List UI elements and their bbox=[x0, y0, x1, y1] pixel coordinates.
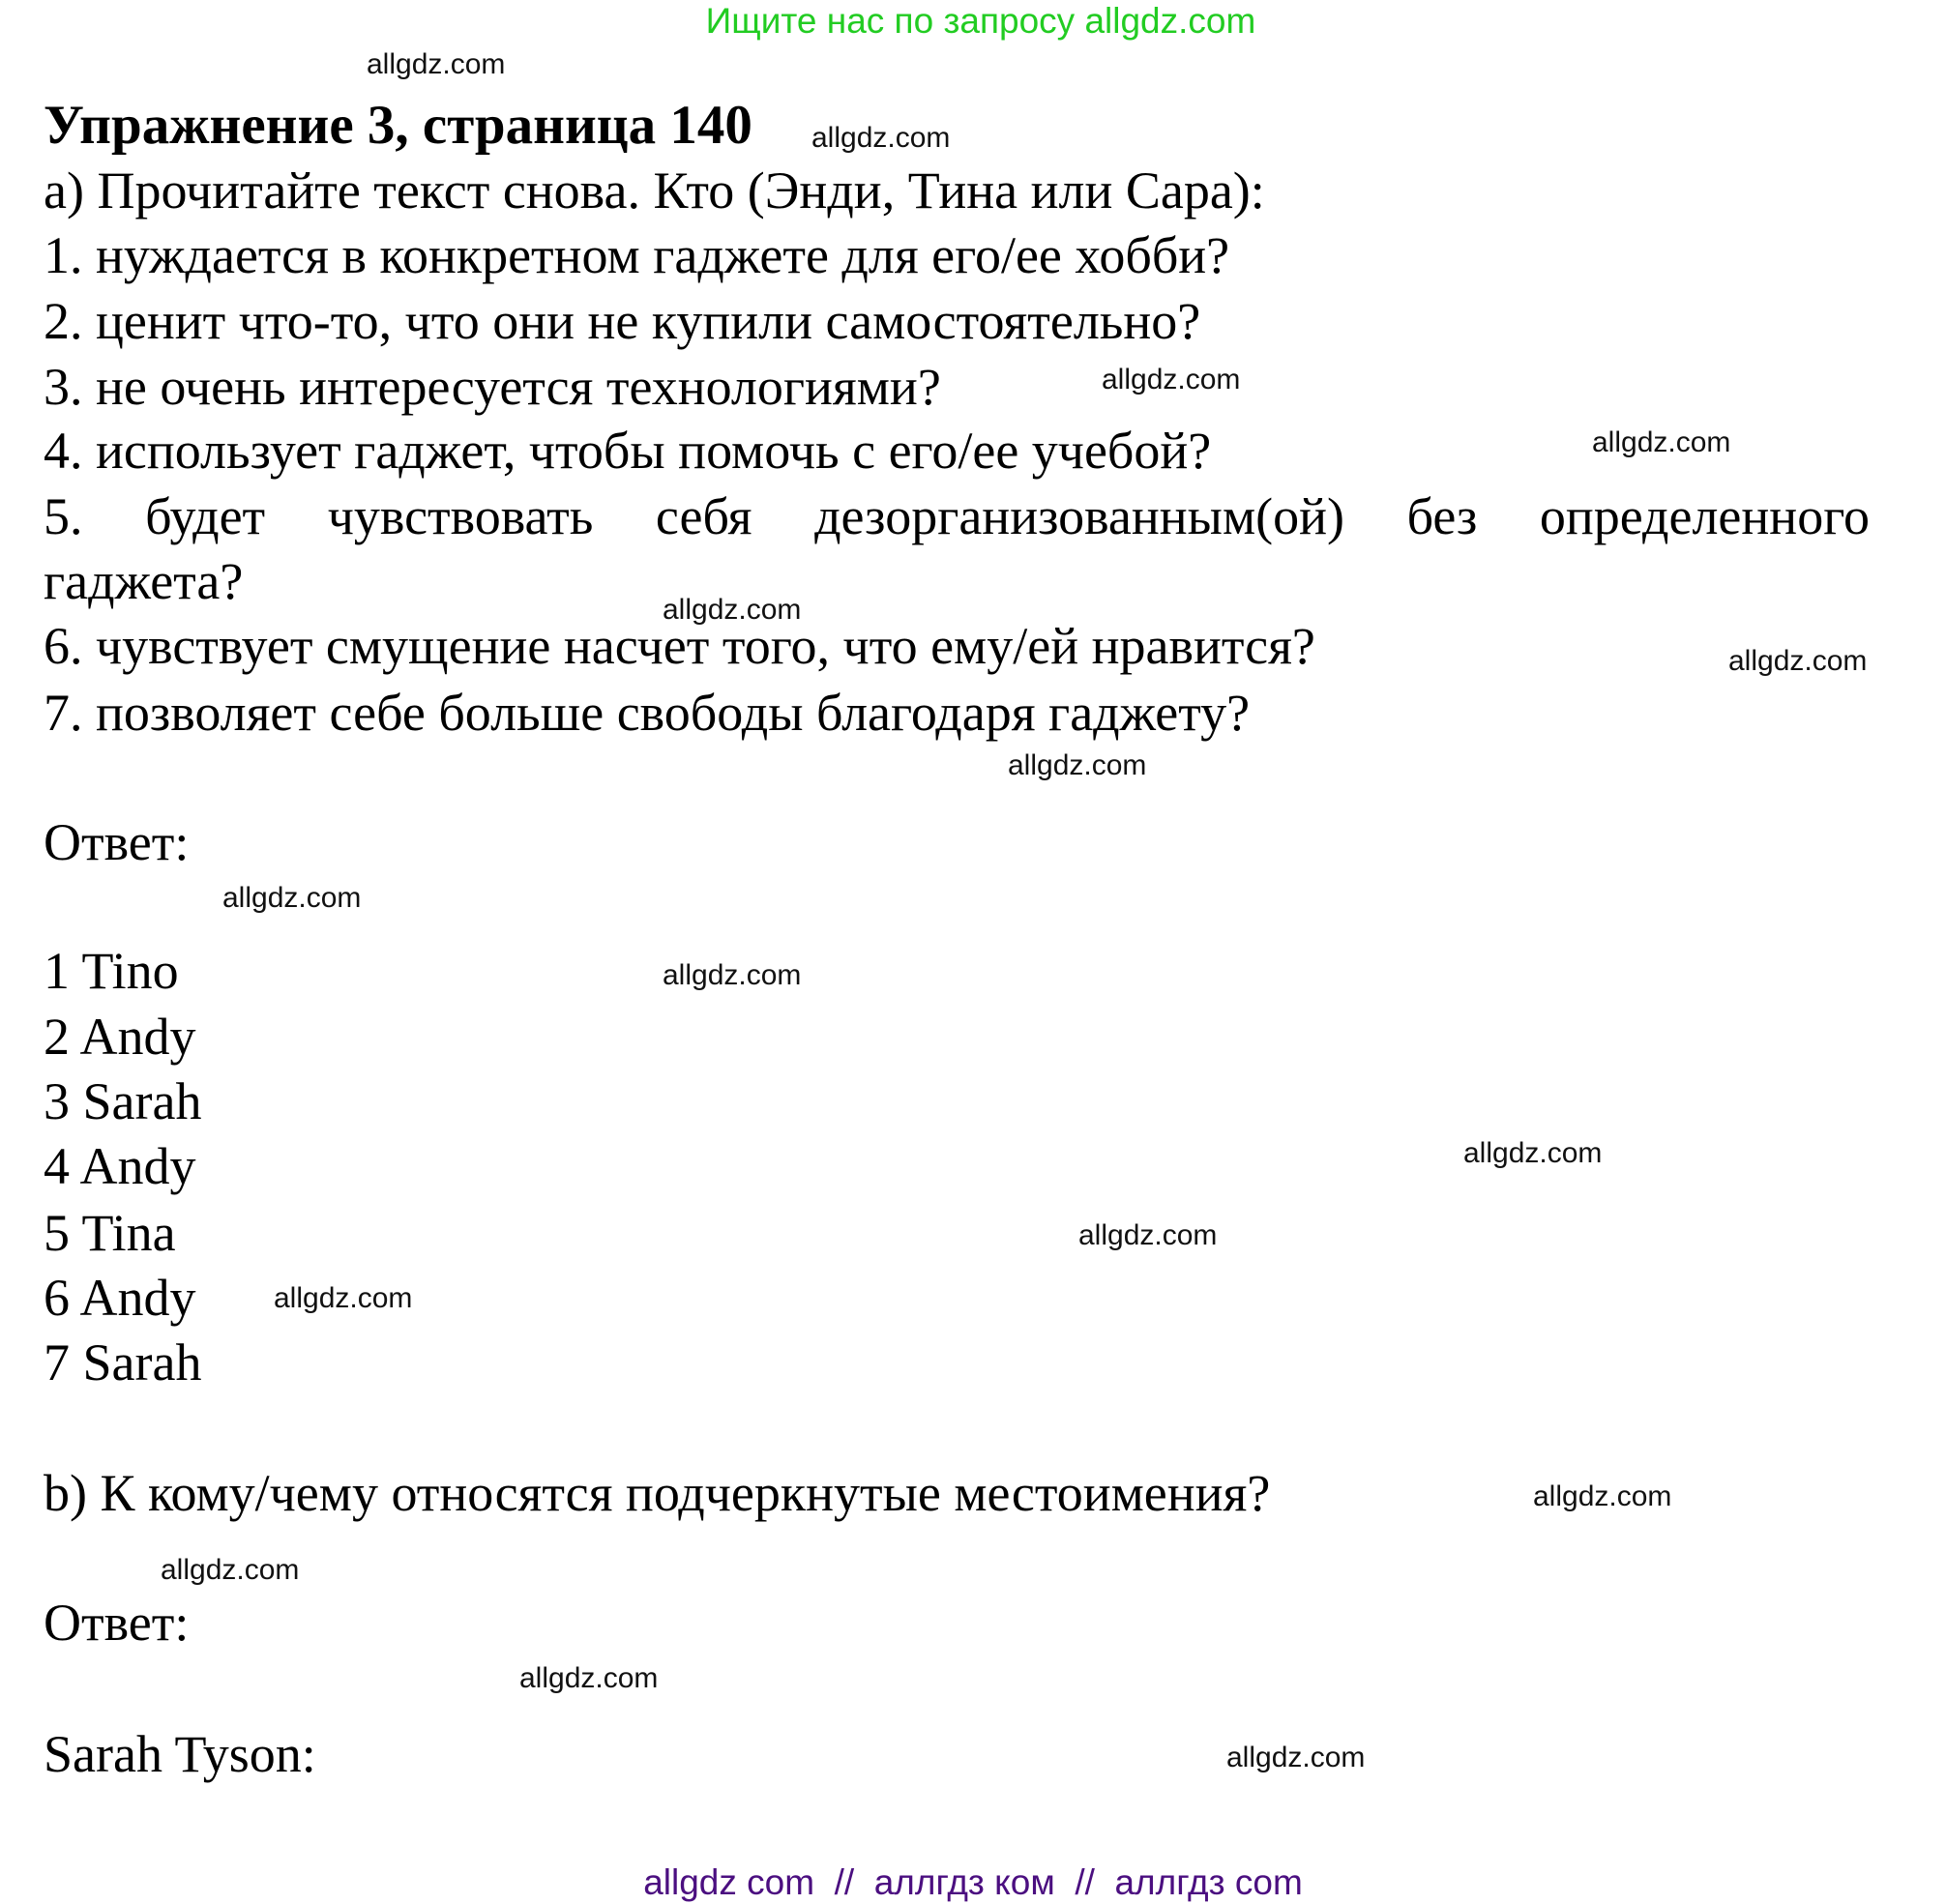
answer-label-a: Ответ: bbox=[44, 813, 190, 871]
search-banner: Ищите нас по запросу allgdz.com bbox=[705, 1, 1256, 41]
question-7: 7. позволяет себе больше свободы благодаря гаджету? bbox=[44, 684, 1251, 742]
answer-4: 4 Andy bbox=[44, 1137, 196, 1195]
page-title: Упражнение 3, страница 140 bbox=[44, 95, 752, 156]
watermark: allgdz.com bbox=[367, 48, 506, 80]
answer-7: 7 Sarah bbox=[44, 1333, 202, 1391]
answer-2: 2 Andy bbox=[44, 1008, 196, 1066]
part-b-prompt: b) К кому/чему относятся подчеркнутые местоимения? bbox=[44, 1464, 1271, 1522]
part-a-prompt: а) Прочитайте текст снова. Кто (Энди, Тина или Сара): bbox=[44, 161, 1265, 220]
question-2: 2. ценит что-то, что они не купили самостоятельно? bbox=[44, 292, 1201, 350]
answer-label-b: Ответ: bbox=[44, 1594, 190, 1652]
question-1: 1. нуждается в конкретном гаджете для его/ее хобби? bbox=[44, 226, 1230, 284]
watermark: allgdz.com bbox=[274, 1282, 413, 1314]
watermark: allgdz.com bbox=[161, 1554, 300, 1586]
watermark: allgdz.com bbox=[1463, 1137, 1603, 1169]
watermark: allgdz.com bbox=[519, 1662, 659, 1694]
question-3: 3. не очень интересуется технологиями? bbox=[44, 358, 941, 416]
watermark: allgdz.com bbox=[1008, 749, 1147, 781]
watermark: allgdz.com bbox=[663, 959, 802, 991]
answer-3: 3 Sarah bbox=[44, 1072, 202, 1130]
watermark: allgdz.com bbox=[1592, 426, 1731, 458]
watermark: allgdz.com bbox=[1533, 1480, 1672, 1512]
watermark: allgdz.com bbox=[1078, 1219, 1218, 1251]
watermark: allgdz.com bbox=[811, 122, 951, 154]
sarah-tyson-heading: Sarah Tyson: bbox=[44, 1725, 316, 1783]
answer-5: 5 Tina bbox=[44, 1204, 176, 1262]
watermark: allgdz.com bbox=[1728, 645, 1868, 677]
question-6: 6. чувствует смущение насчет того, что ему/ей нравится? bbox=[44, 617, 1315, 675]
watermark: allgdz.com bbox=[1102, 364, 1241, 395]
footer-links: allgdz com // аллгдз ком // аллгдз com bbox=[643, 1862, 1303, 1902]
question-5: 5. будет чувствовать себя дезорганизованным(ой) без определенного bbox=[44, 487, 1870, 545]
question-4: 4. использует гаджет, чтобы помочь с его/ее учебой? bbox=[44, 422, 1212, 480]
watermark: allgdz.com bbox=[222, 882, 362, 914]
watermark: allgdz.com bbox=[1226, 1742, 1366, 1773]
question-5-continued: гаджета? bbox=[44, 552, 244, 610]
answer-6: 6 Andy bbox=[44, 1269, 196, 1327]
watermark: allgdz.com bbox=[663, 594, 802, 626]
answer-1: 1 Tino bbox=[44, 942, 179, 1000]
